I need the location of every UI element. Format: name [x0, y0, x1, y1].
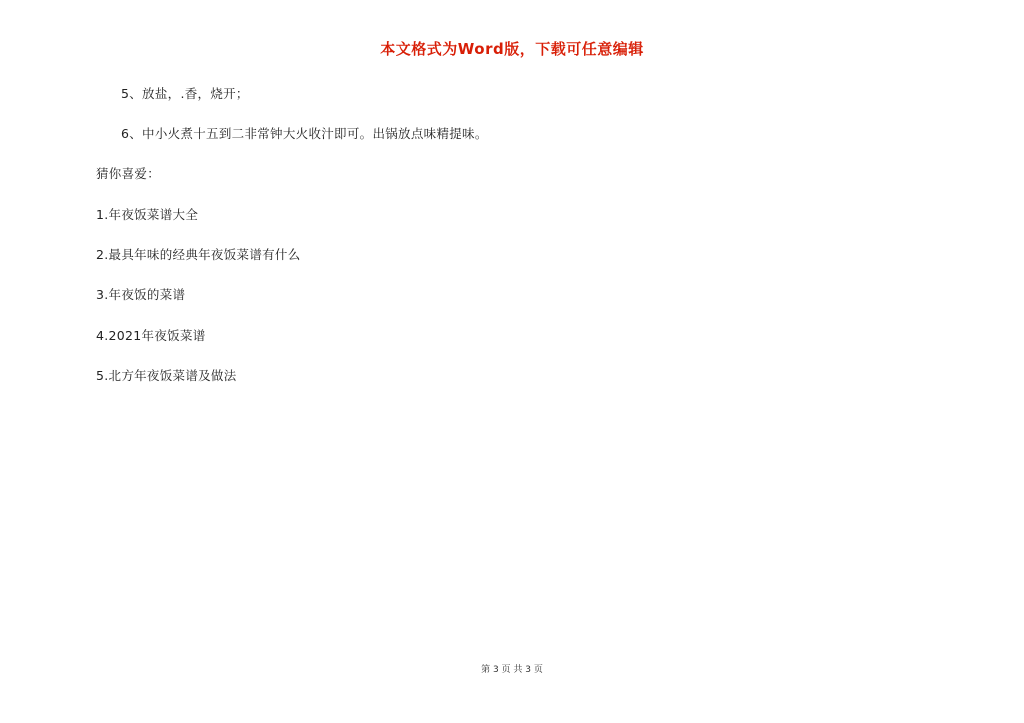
related-item: 4.2021年夜饭菜谱	[96, 328, 206, 343]
related-heading: 猜你喜爱：	[96, 166, 161, 181]
related-item: 1.年夜饭菜谱大全	[96, 207, 199, 222]
recipe-step: 6、中小火煮十五到二非常钟大火收汁即可。出锅放点味精提味。	[121, 126, 488, 141]
recipe-step: 5、放盐，.香，烧开；	[121, 86, 249, 101]
page-number: 第 3 页 共 3 页	[481, 665, 543, 675]
related-item: 3.年夜饭的菜谱	[96, 287, 186, 302]
editable-word-banner: 本文格式为Word版，下载可任意编辑	[380, 40, 644, 58]
related-item: 5.北方年夜饭菜谱及做法	[96, 368, 237, 383]
related-item: 2.最具年味的经典年夜饭菜谱有什么	[96, 247, 301, 262]
